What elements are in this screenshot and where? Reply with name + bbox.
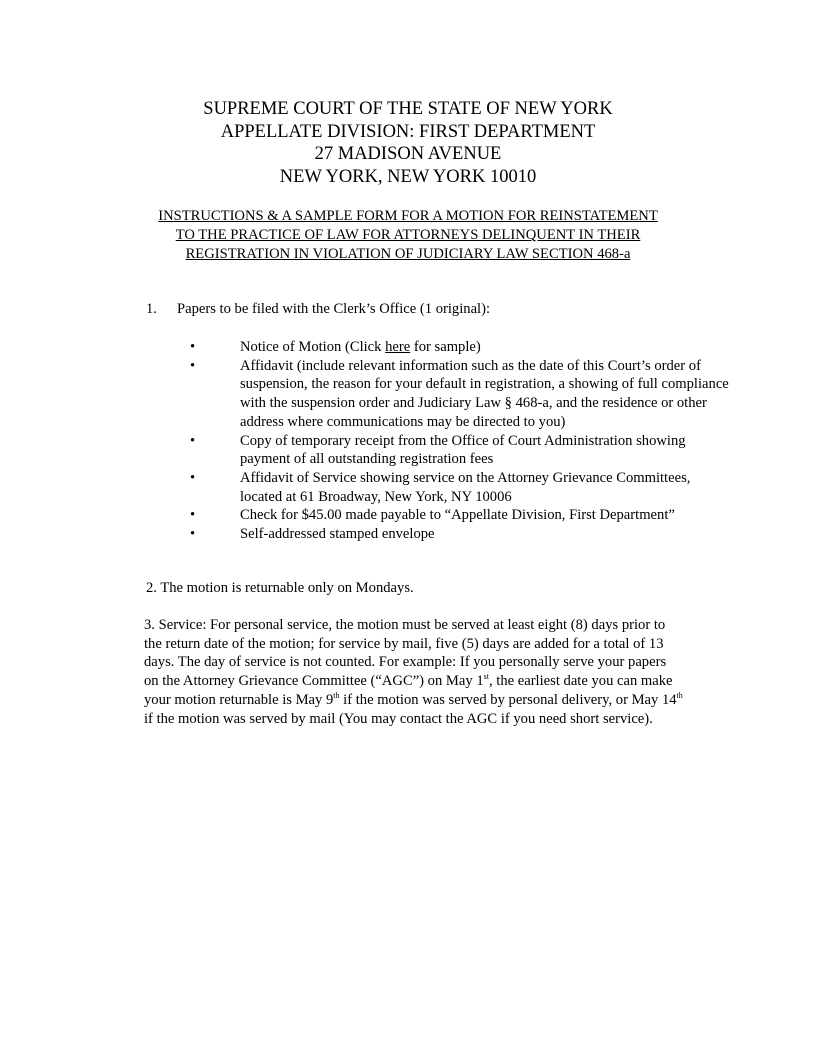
instruction-item-1 [146, 300, 490, 319]
document-title [0, 207, 816, 264]
bullet-icon: • [190, 507, 196, 524]
header-line-street: 27 MADISON AVENUE [314, 144, 502, 164]
bullet-text: Notice of Motion (Click [240, 339, 386, 355]
list-item [190, 506, 730, 525]
title-line-2: TO THE PRACTICE OF LAW FOR ATTORNEYS DELINQUENT IN THEIR [175, 227, 641, 243]
bullet-icon: • [190, 469, 196, 486]
list-item [190, 525, 730, 544]
title-line-1: INSTRUCTIONS & A SAMPLE FORM FOR A MOTION FOR REINSTATEMENT [158, 208, 658, 224]
instruction-item-2: 2. The motion is returnable only on Mondays. [146, 580, 414, 596]
header-line-city: NEW YORK, NEW YORK 10010 [279, 166, 537, 187]
service-text: 3. Service: For personal service, the motion must be served at least eight (8) days prior to the return date of the motion; for service by mail, five (5) days are added for a total of 13 days. The day of service is not counted. For example: If you personally serve your papers on the Attorney Grievance Committee (“AGC”) on May 1 [144, 617, 667, 690]
ordinal-suffix: th [676, 690, 683, 700]
title-line-3: REGISTRATION IN VIOLATION OF JUDICIARY LAW SECTION 468-a [185, 246, 631, 262]
ordinal-suffix: st [483, 672, 489, 682]
bullet-text: Affidavit of Service showing service on the Attorney Grievance Committees, located at 61 Broadway, New York, NY 10006 [240, 469, 691, 505]
bullet-text: for sample) [410, 339, 481, 355]
bullet-icon: • [190, 339, 196, 355]
header-line-court: SUPREME COURT OF THE STATE OF NEW YORK [203, 99, 613, 119]
bullet-text: Affidavit (include relevant information such as the date of this Court’s order of suspension, the reason for your default in registration, a showing of full compliance with the suspension order and Judiciary Law § 468-a, and the residence or other address where communications may be directed to you) [240, 357, 729, 430]
bullet-icon: • [190, 432, 196, 449]
list-item [190, 432, 730, 469]
service-text: if the motion was served by mail (You may contact the AGC if you need short service). [144, 710, 653, 727]
service-text: if the motion was served by personal delivery, or May 14 [339, 691, 677, 708]
sample-link[interactable]: here [385, 339, 411, 355]
bullet-icon: • [190, 357, 196, 374]
ordinal-suffix: th [333, 690, 340, 700]
bullet-text: Copy of temporary receipt from the Office of Court Administration showing payment of all outstanding registration fees [240, 432, 686, 468]
item-text: Papers to be filed with the Clerk’s Office (1 original): [177, 301, 491, 317]
item-number: 1. [146, 301, 157, 317]
court-header [0, 98, 816, 188]
instruction-item-3 [144, 616, 684, 728]
list-item [190, 357, 730, 432]
header-line-division: APPELLATE DIVISION: FIRST DEPARTMENT [220, 121, 596, 142]
list-item [190, 469, 730, 506]
bullet-text: Self-addressed stamped envelope [240, 526, 435, 543]
required-papers-list [190, 338, 730, 544]
bullet-text: Check for $45.00 made payable to “Appellate Division, First Department” [240, 507, 675, 524]
service-text: , the earliest date you can make your motion returnable is May 9 [144, 673, 673, 708]
bullet-icon: • [190, 526, 196, 543]
list-item [190, 338, 730, 357]
